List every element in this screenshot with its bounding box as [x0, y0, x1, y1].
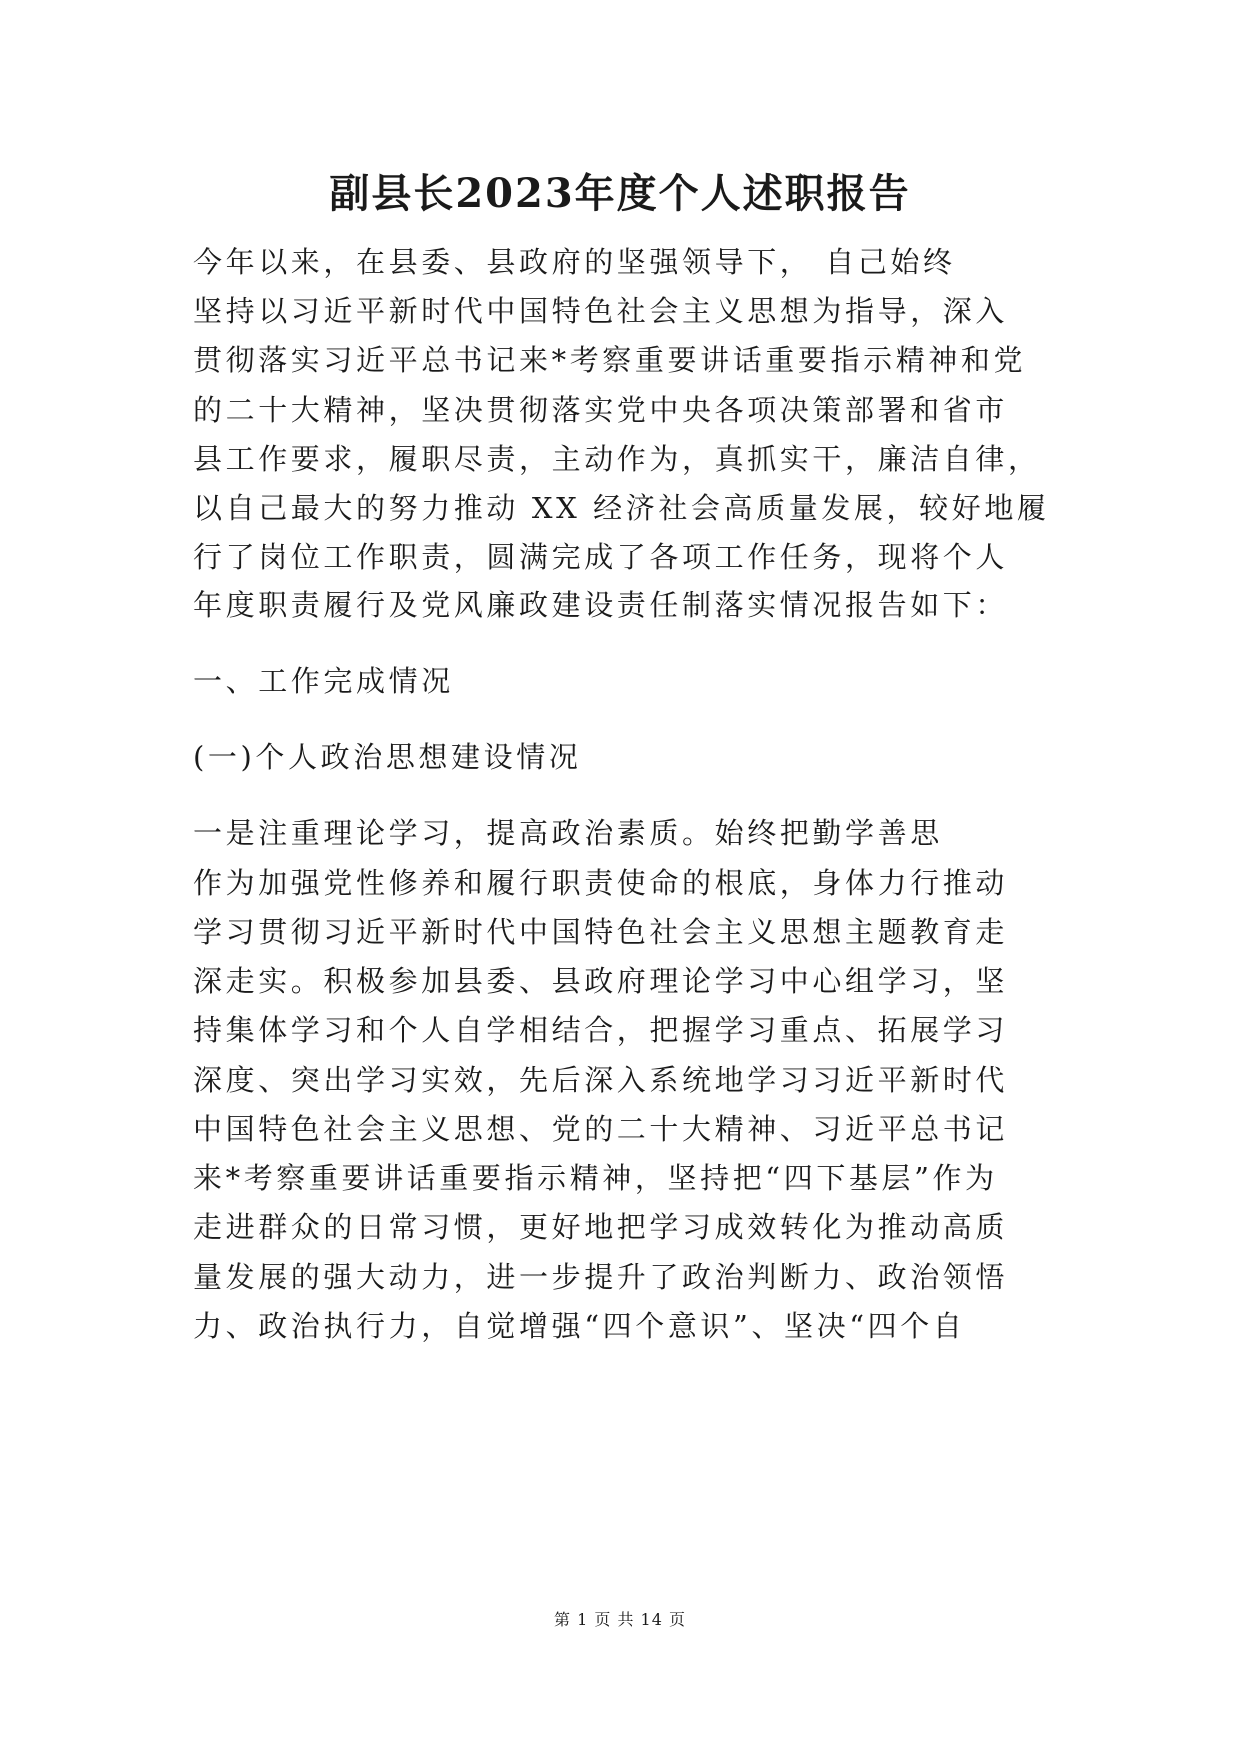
- intro-line: 年度职责履行及党风廉政建设责任制落实情况报告如下：: [193, 588, 1009, 622]
- body-line: 中国特色社会主义思想、党的二十大精神、习近平总书记: [193, 1112, 1009, 1146]
- body-line: 深度、突出学习实效，先后深入系统地学习习近平新时代: [193, 1063, 1009, 1097]
- body-line: 持集体学习和个人自学相结合，把握学习重点、拓展学习: [193, 1013, 1009, 1047]
- intro-line: 县工作要求，履职尽责，主动作为，真抓实干，廉洁自律，: [193, 442, 1041, 476]
- intro-line: 坚持以习近平新时代中国特色社会主义思想为指导，深入: [193, 294, 1009, 328]
- body-line: 作为加强党性修养和履行职责使命的根底，身体力行推动: [193, 866, 1009, 900]
- page-number-footer: 第 1 页 共 14 页: [554, 1610, 686, 1629]
- document-title: 副县长2023年度个人述职报告: [329, 170, 911, 217]
- body-line: 学习贯彻习近平新时代中国特色社会主义思想主题教育走: [193, 915, 1009, 949]
- subsection-heading: (一)个人政治思想建设情况: [193, 740, 582, 774]
- body-line: 来*考察重要讲话重要指示精神，坚持把“四下基层”作为: [193, 1161, 998, 1195]
- intro-line: 以自己最大的努力推动 XX 经济社会高质量发展，较好地履: [193, 491, 1050, 525]
- body-line: 一是注重理论学习，提高政治素质。始终把勤学善思: [193, 816, 943, 850]
- body-line: 走进群众的日常习惯，更好地把学习成效转化为推动高质: [193, 1210, 1009, 1244]
- intro-line: 的二十大精神，坚决贯彻落实党中央各项决策部署和省市: [193, 393, 1009, 427]
- body-line: 力、政治执行力，自觉增强“四个意识”、坚决“四个自: [193, 1309, 966, 1343]
- section-heading: 一、工作完成情况: [193, 664, 454, 698]
- intro-line: 贯彻落实习近平总书记来*考察重要讲话重要指示精神和党: [193, 343, 1027, 377]
- intro-line: 今年以来，在县委、县政府的坚强领导下， 自己始终: [193, 245, 956, 279]
- body-line: 深走实。积极参加县委、县政府理论学习中心组学习，坚: [193, 964, 1009, 998]
- body-line: 量发展的强大动力，进一步提升了政治判断力、政治领悟: [193, 1260, 1009, 1294]
- intro-line: 行了岗位工作职责，圆满完成了各项工作任务，现将个人: [193, 540, 1009, 574]
